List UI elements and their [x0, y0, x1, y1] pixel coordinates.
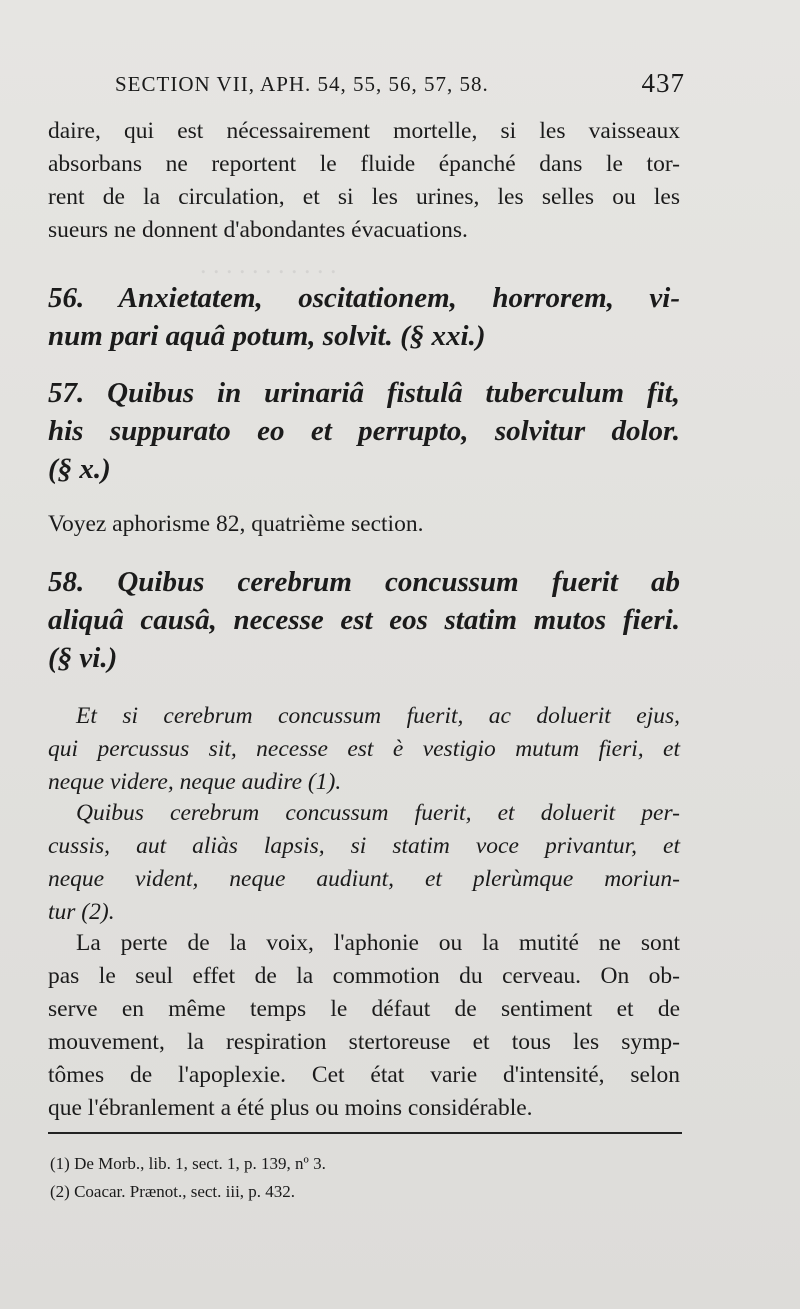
- aphorism-line: 56. Anxietatem, oscitationem, horrorem, vi-: [48, 282, 680, 314]
- text-line: mouvement, la respiration stertoreuse et tous les symp-: [48, 1029, 680, 1055]
- aphorism-57: [48, 374, 680, 488]
- voyez-line: Voyez aphorisme 82, quatrième section.: [48, 511, 424, 537]
- running-title: SECTION VII, APH. 54, 55, 56, 57, 58.: [115, 72, 489, 96]
- text-line: absorbans ne reportent le fluide épanché dans le tor-: [48, 151, 680, 177]
- footnote-2: (2) Coacar. Prænot., sect. iii, p. 432.: [50, 1182, 296, 1201]
- quote-line: cussis, aut aliàs lapsis, si statim voce privantur, et: [48, 833, 680, 859]
- aphorism-line: (§ vi.): [48, 642, 118, 674]
- latin-quote-2: [48, 797, 680, 929]
- text-line: que l'ébranlement a été plus ou moins considérable.: [48, 1095, 533, 1121]
- aphorism-56: [48, 279, 680, 355]
- aphorism-line: (§ x.): [48, 453, 111, 485]
- aphorism-line: aliquâ causâ, necesse est eos statim mutos fieri.: [48, 604, 680, 636]
- text-line: sueurs ne donnent d'abondantes évacuations.: [48, 217, 468, 243]
- quote-line: qui percussus sit, necesse est è vestigio mutum fieri, et: [48, 736, 680, 762]
- page-number: 437: [641, 68, 685, 98]
- quote-line: neque vident, neque audiunt, et plerùmque moriun-: [48, 866, 680, 892]
- text-line: serve en même temps le défaut de sentiment et de: [48, 996, 680, 1022]
- bleed-through: . . . . . . . . . . .: [200, 250, 337, 279]
- latin-quote-1: [48, 700, 680, 799]
- text-line: rent de la circulation, et si les urines, les selles ou les: [48, 184, 680, 210]
- aphorism-line: num pari aquâ potum, solvit. (§ xxi.): [48, 320, 486, 352]
- aphorism-58: [48, 563, 680, 677]
- text-line: La perte de la voix, l'aphonie ou la mutité ne sont: [76, 930, 680, 956]
- text-line: pas le seul effet de la commotion du cerveau. On ob-: [48, 963, 680, 989]
- running-head: [115, 68, 685, 98]
- paragraph-continuation: [48, 115, 680, 247]
- closing-paragraph: [48, 927, 680, 1125]
- quote-line: Quibus cerebrum concussum fuerit, et doluerit per-: [76, 800, 680, 826]
- cross-reference: [48, 508, 680, 541]
- footnote-rule: [48, 1132, 682, 1134]
- quote-line: neque videre, neque audire (1).: [48, 769, 342, 795]
- footnote-1: (1) De Morb., lib. 1, sect. 1, p. 139, nº 3.: [50, 1154, 326, 1173]
- text-line: tômes de l'apoplexie. Cet état varie d'intensité, selon: [48, 1062, 680, 1088]
- aphorism-line: his suppurato eo et perrupto, solvitur dolor.: [48, 415, 680, 447]
- quote-line: tur (2).: [48, 899, 115, 925]
- aphorism-line: 58. Quibus cerebrum concussum fuerit ab: [48, 566, 680, 598]
- quote-line: Et si cerebrum concussum fuerit, ac doluerit ejus,: [76, 703, 680, 729]
- aphorism-line: 57. Quibus in urinariâ fistulâ tuberculum fit,: [48, 377, 680, 409]
- text-line: daire, qui est nécessairement mortelle, si les vaisseaux: [48, 118, 680, 144]
- footnotes: [50, 1150, 326, 1206]
